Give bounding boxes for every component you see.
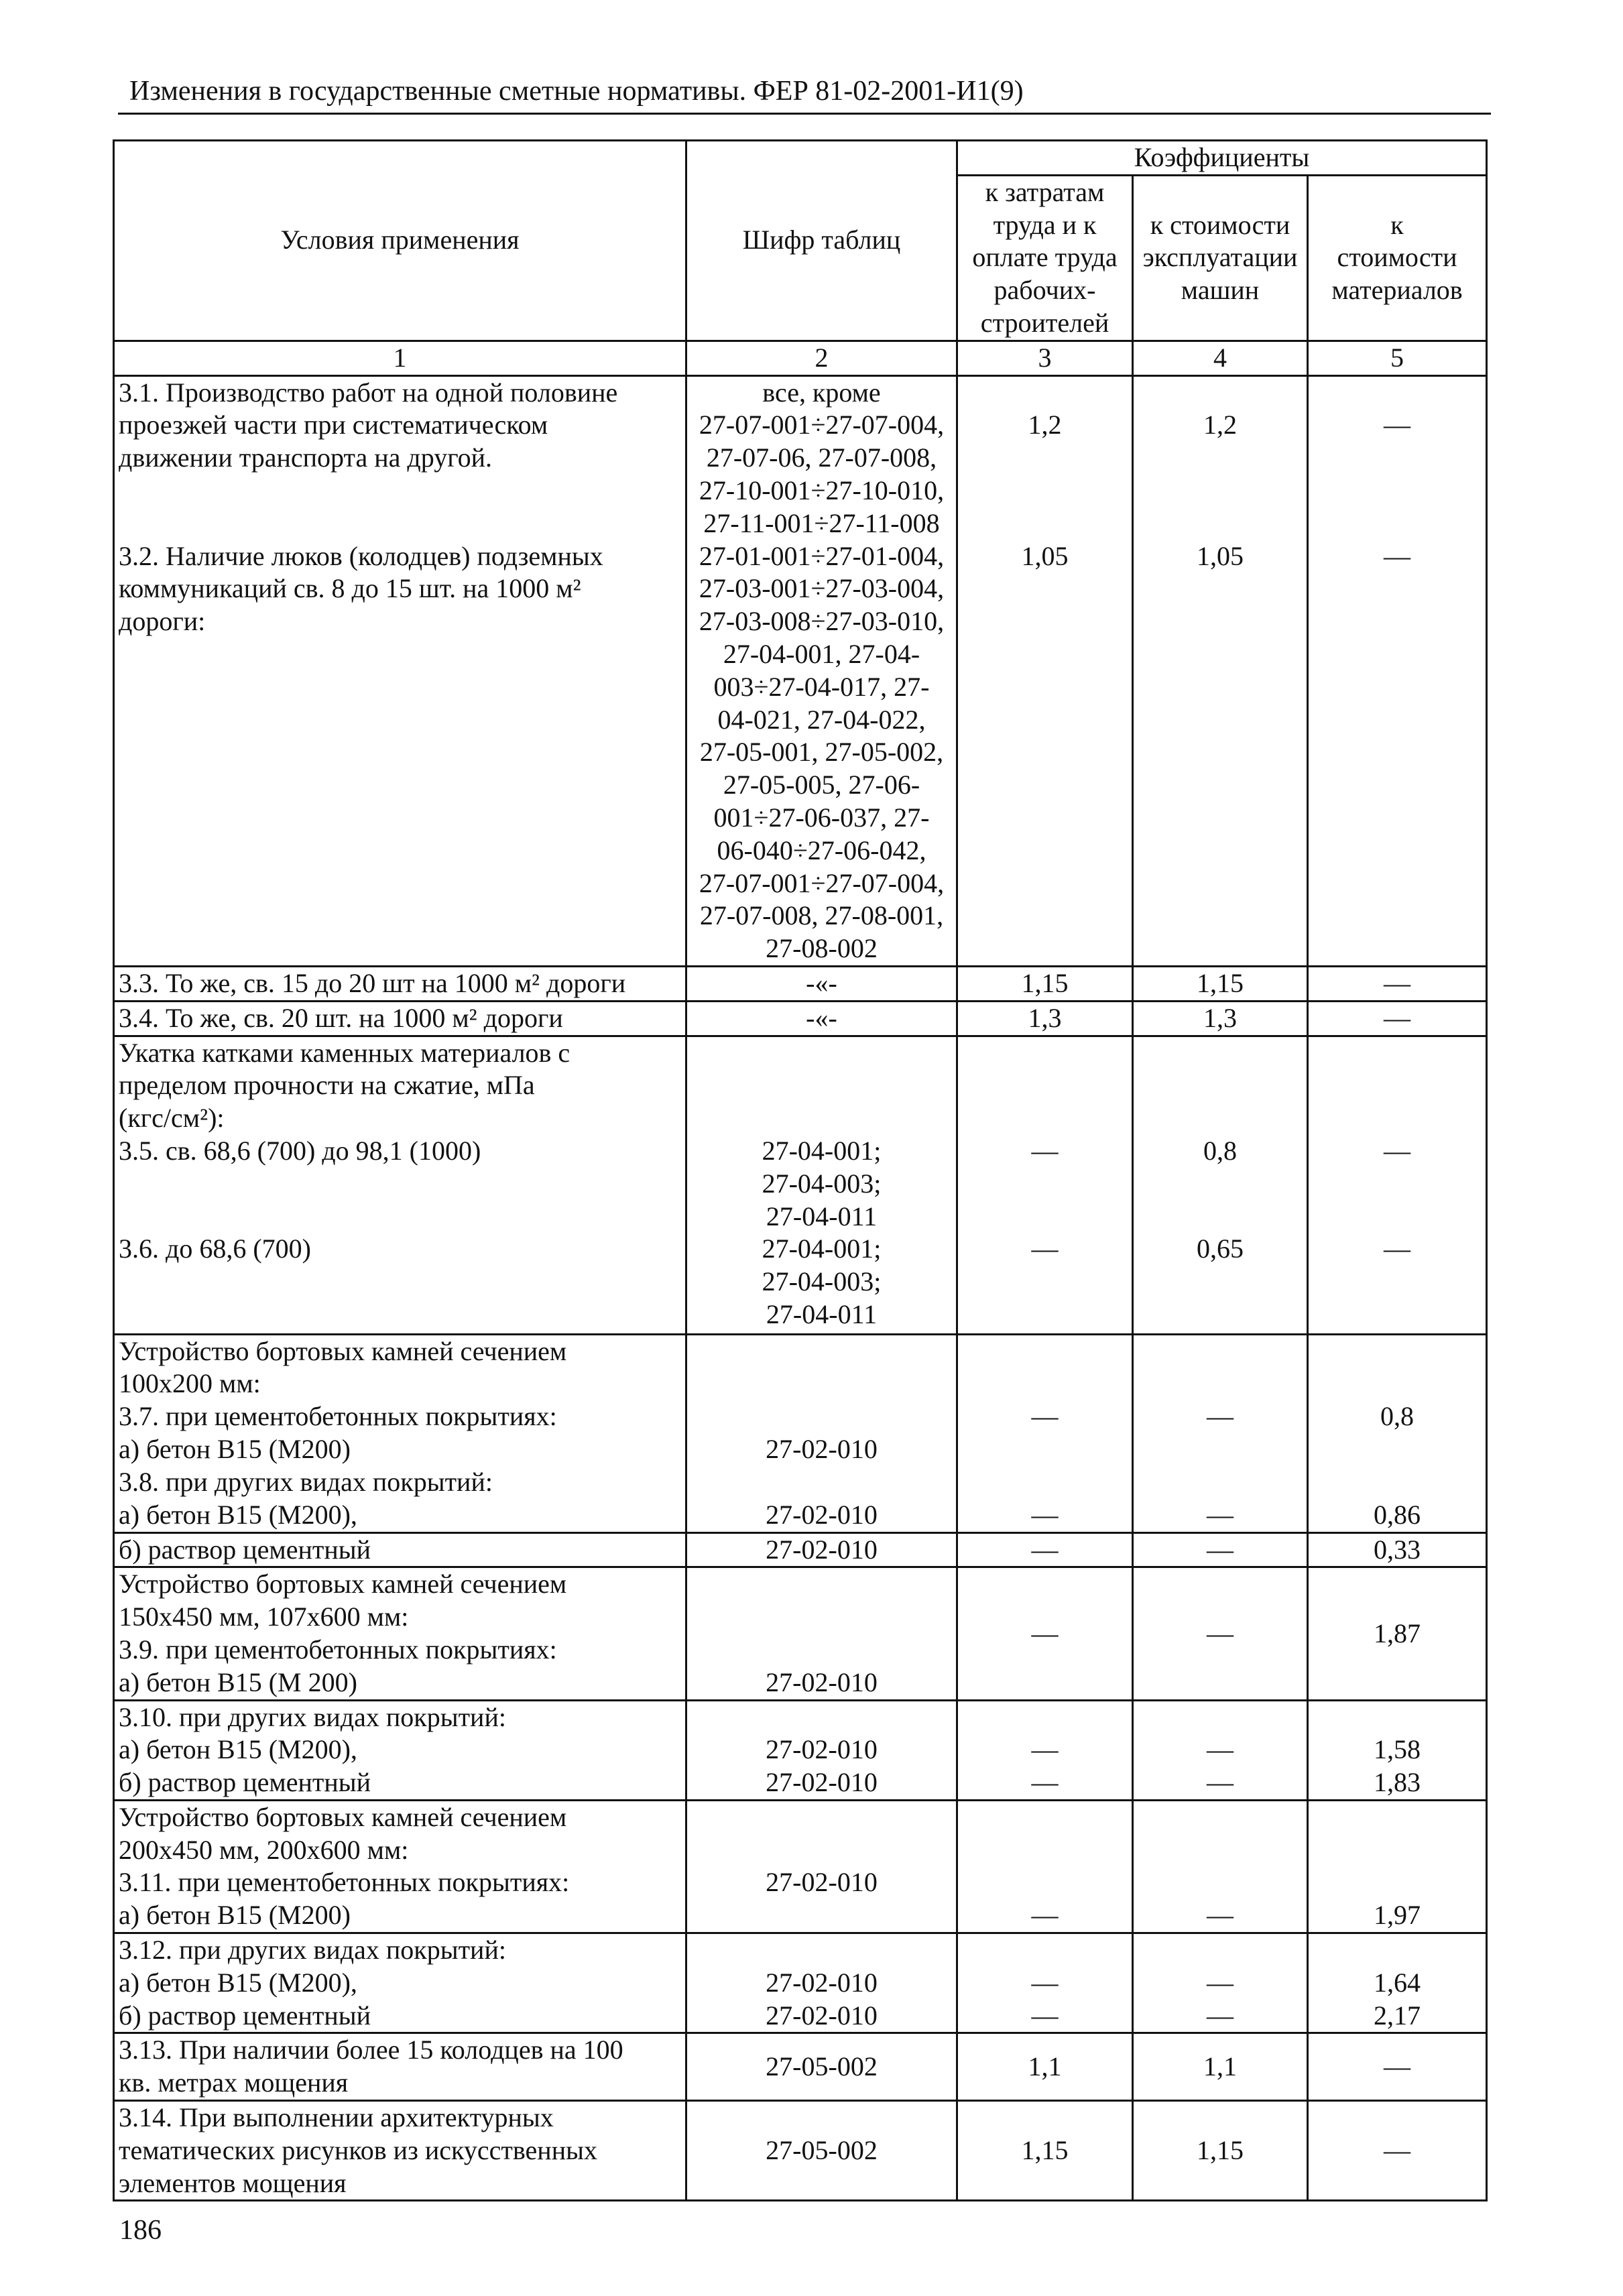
table-row <box>114 1800 1487 1933</box>
table-row <box>114 1532 1487 1567</box>
row-conditions: Укатка катками каменных материалов с пределом прочности на сжатие, мПа (кгс/см²): 3.5. св. 68,6 (700) до 98,1 (1000) 3.6. до 68,6 (700) <box>114 1036 686 1334</box>
row-machines: — <box>1133 1532 1308 1567</box>
row-labor: — <box>957 1800 1133 1933</box>
row-conditions: 3.1. Производство работ на одной половине проезжей части при систематическом движении транспорта на другой. 3.2. Наличие люков (колодцев) подземных коммуникаций св. 8 до 15 шт. на 1000 м² дороги: <box>114 375 686 966</box>
row-materials: 0,8 0,86 <box>1308 1334 1487 1532</box>
header-materials: к стоимости материалов <box>1308 175 1487 341</box>
row-conditions: 3.10. при других видах покрытий: а) бетон В15 (М200), б) раствор цементный <box>114 1700 686 1800</box>
row-machines: 1,15 <box>1133 966 1308 1001</box>
row-materials: 1,58 1,83 <box>1308 1700 1487 1800</box>
row-conditions: Устройство бортовых камней сечением 150х450 мм, 107х600 мм: 3.9. при цементобетонных покрытиях: а) бетон В15 (М 200) <box>114 1567 686 1700</box>
row-machines: — <box>1133 1567 1308 1700</box>
row-code: 27-05-002 <box>686 2033 957 2101</box>
table-row <box>114 1567 1487 1700</box>
row-materials: — — <box>1308 1036 1487 1334</box>
row-code: 27-02-010 <box>686 1567 957 1700</box>
row-codes: 27-04-001; 27-04-003; 27-04-011 27-04-001; 27-04-003; 27-04-011 <box>686 1036 957 1334</box>
table-row <box>114 2033 1487 2101</box>
row-materials: 1,64 2,17 <box>1308 1933 1487 2033</box>
row-materials: 1,97 <box>1308 1800 1487 1933</box>
row-machines: — — <box>1133 1933 1308 2033</box>
coefficients-table-wrapper <box>113 139 1486 2198</box>
header-labor: к затратам труда и к оплате труда рабочих- строителей <box>957 175 1133 341</box>
row-conditions: 3.12. при других видах покрытий: а) бетон В15 (М200), б) раствор цементный <box>114 1933 686 2033</box>
table-row <box>114 966 1487 1001</box>
row-conditions: Устройство бортовых камней сечением 100х200 мм: 3.7. при цементобетонных покрытиях: а) бетон В15 (М200) 3.8. при других видах покрытий: а) бетон В15 (М200), <box>114 1334 686 1532</box>
header-coefficients: Коэффициенты <box>957 141 1487 176</box>
col-number: 2 <box>686 341 957 375</box>
row-labor: — — <box>957 1700 1133 1800</box>
row-machines: 1,3 <box>1133 1001 1308 1036</box>
table-row <box>114 1700 1487 1800</box>
row-labor: — — <box>957 1933 1133 2033</box>
row-codes: все, кроме 27-07-001÷27-07-004, 27-07-06, 27-07-008, 27-10-001÷27-10-010, 27-11-001÷27-11-008 27-01-001÷27-01-004, 27-03-001÷27-03-004, 27-03-008÷27-03-010, 27-04-001, 27-04- 003÷27-04-017, 27- 04-021, 27-04-022, 27-05-001, 27-05-002, 27-05-005, 27-06- 001÷27-06-037, 27- 06-040÷27-06-042, 27-07-001÷27-07-004, 27-07-008, 27-08-001, 27-08-002 <box>686 375 957 966</box>
row-materials: — <box>1308 966 1487 1001</box>
row-conditions: 3.3. То же, св. 15 до 20 шт на 1000 м² дороги <box>114 966 686 1001</box>
row-materials: 0,33 <box>1308 1532 1487 1567</box>
row-materials: — — <box>1308 375 1487 966</box>
row-code: 27-02-010 <box>686 1532 957 1567</box>
row-code: 27-02-010 <box>686 1800 957 1933</box>
col-number: 1 <box>114 341 686 375</box>
row-labor: — — <box>957 1036 1133 1334</box>
row-conditions: 3.4. То же, св. 20 шт. на 1000 м² дороги <box>114 1001 686 1036</box>
table-row <box>114 1036 1487 1334</box>
row-machines: 1,1 <box>1133 2033 1308 2101</box>
row-machines: — — <box>1133 1700 1308 1800</box>
col-number: 4 <box>1133 341 1308 375</box>
row-materials: — <box>1308 2033 1487 2101</box>
row-code: -«- <box>686 966 957 1001</box>
row-labor: 1,1 <box>957 2033 1133 2101</box>
row-materials: — <box>1308 2101 1487 2201</box>
row-labor: 1,15 <box>957 966 1133 1001</box>
row-codes: 27-02-010 27-02-010 <box>686 1933 957 2033</box>
row-code: 27-05-002 <box>686 2101 957 2201</box>
row-machines: 0,8 0,65 <box>1133 1036 1308 1334</box>
row-code: -«- <box>686 1001 957 1036</box>
row-labor: — — <box>957 1334 1133 1532</box>
header-conditions: Условия применения <box>114 141 686 341</box>
row-labor: 1,3 <box>957 1001 1133 1036</box>
row-labor: 1,2 1,05 <box>957 375 1133 966</box>
column-numbers-row <box>114 341 1487 375</box>
table-row <box>114 1933 1487 2033</box>
header-rule <box>118 113 1491 115</box>
row-labor: — <box>957 1532 1133 1567</box>
col-number: 5 <box>1308 341 1487 375</box>
page-number: 186 <box>119 2215 162 2246</box>
col-number: 3 <box>957 341 1133 375</box>
row-conditions: Устройство бортовых камней сечением 200х450 мм, 200х600 мм: 3.11. при цементобетонных покрытиях: а) бетон В15 (М200) <box>114 1800 686 1933</box>
header-row-top <box>114 141 1487 176</box>
row-materials: 1,87 <box>1308 1567 1487 1700</box>
header-machines: к стоимости эксплуатации машин <box>1133 175 1308 341</box>
row-conditions: 3.13. При наличии более 15 колодцев на 100 кв. метрах мощения <box>114 2033 686 2101</box>
table-row <box>114 375 1487 966</box>
row-codes: 27-02-010 27-02-010 <box>686 1700 957 1800</box>
row-labor: — <box>957 1567 1133 1700</box>
row-machines: — — <box>1133 1334 1308 1532</box>
table-row <box>114 2101 1487 2201</box>
row-conditions: б) раствор цементный <box>114 1532 686 1567</box>
row-machines: 1,15 <box>1133 2101 1308 2201</box>
row-codes: 27-02-010 27-02-010 <box>686 1334 957 1532</box>
row-labor: 1,15 <box>957 2101 1133 2201</box>
coefficients-table <box>113 139 1488 2201</box>
header-code: Шифр таблиц <box>686 141 957 341</box>
row-conditions: 3.14. При выполнении архитектурных тематических рисунков из искусственных элементов мощения <box>114 2101 686 2201</box>
row-machines: — <box>1133 1800 1308 1933</box>
row-materials: — <box>1308 1001 1487 1036</box>
row-machines: 1,2 1,05 <box>1133 375 1308 966</box>
table-row <box>114 1001 1487 1036</box>
table-row <box>114 1334 1487 1532</box>
document-header: Изменения в государственные сметные нормативы. ФЕР 81-02-2001-И1(9) <box>129 76 1024 107</box>
